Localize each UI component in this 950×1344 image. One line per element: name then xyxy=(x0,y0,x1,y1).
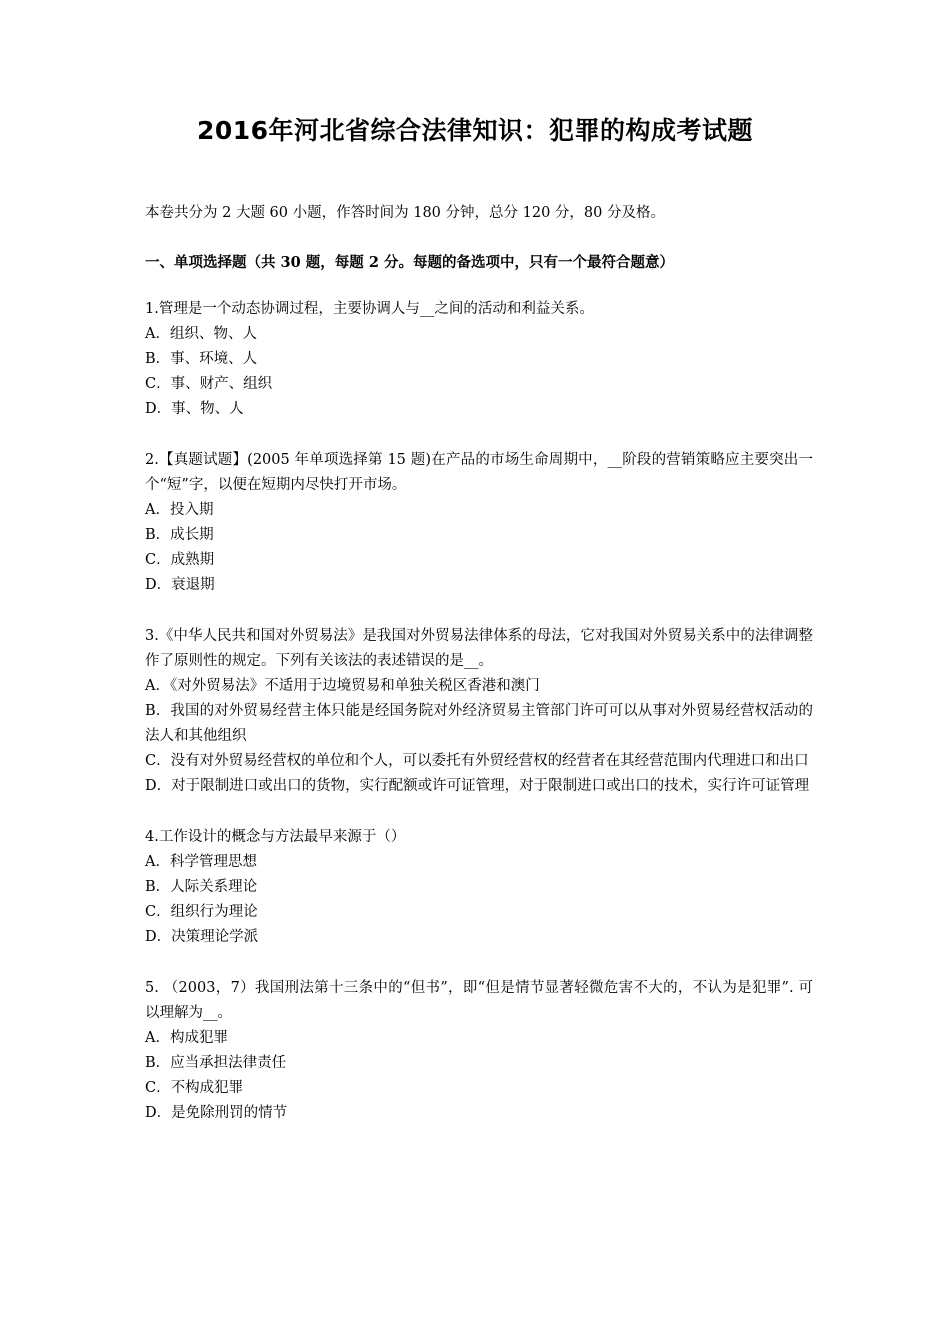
question-3 xyxy=(145,624,813,799)
option-c: C．成熟期 xyxy=(145,552,215,568)
question-4 xyxy=(145,825,813,950)
option-b: B．成长期 xyxy=(145,527,214,543)
option-a: A．构成犯罪 xyxy=(145,1030,228,1046)
option-c: C．事、财产、组织 xyxy=(145,376,273,392)
option-c: C．没有对外贸易经营权的单位和个人，可以委托有外贸经营权的经营者在其经营范围内代理进口和出口 xyxy=(145,753,809,769)
question-stem: 3.《中华人民共和国对外贸易法》是我国对外贸易法律体系的母法，它对我国对外贸易关系中的法律调整作了原则性的规定。下列有关该法的表述错误的是__。 xyxy=(145,628,813,669)
question-list xyxy=(145,297,813,1152)
question-2 xyxy=(145,448,813,598)
question-stem: 1.管理是一个动态协调过程，主要协调人与__之间的活动和利益关系。 xyxy=(145,301,594,317)
document-title: 2016年河北省综合法律知识：犯罪的构成考试题 xyxy=(196,116,754,145)
option-b: B．人际关系理论 xyxy=(145,879,258,895)
option-a: A．《对外贸易法》不适用于边境贸易和单独关税区香港和澳门 xyxy=(145,678,540,694)
option-b: B．事、环境、人 xyxy=(145,351,258,367)
option-d: D．事、物、人 xyxy=(145,401,244,417)
option-a: A．组织、物、人 xyxy=(145,326,257,342)
option-d: D．对于限制进口或出口的货物，实行配额或许可证管理，对于限制进口或出口的技术，实行许可证管理 xyxy=(145,778,810,794)
question-stem: 2.【真题试题】(2005 年单项选择第 15 题)在产品的市场生命周期中，__阶段的营销策略应主要突出一个“短”字，以便在短期内尽快打开市场。 xyxy=(145,452,813,493)
option-a: A．科学管理思想 xyxy=(145,854,257,870)
question-stem: 4.工作设计的概念与方法最早来源于（） xyxy=(145,829,406,845)
option-c: C．组织行为理论 xyxy=(145,904,258,920)
exam-intro: 本卷共分为 2 大题 60 小题，作答时间为 180 分钟，总分 120 分，80 分及格。 xyxy=(145,205,665,221)
option-d: D．衰退期 xyxy=(145,577,215,593)
option-c: C．不构成犯罪 xyxy=(145,1080,244,1096)
option-a: A．投入期 xyxy=(145,502,214,518)
option-b: B．我国的对外贸易经营主体只能是经国务院对外经济贸易主管部门许可可以从事对外贸易经营权活动的法人和其他组织 xyxy=(145,703,813,744)
option-d: D．决策理论学派 xyxy=(145,929,259,945)
question-stem: 5. （2003，7）我国刑法第十三条中的“但书”，即“但是情节显著轻微危害不大的，不认为是犯罪”. 可以理解为__。 xyxy=(145,980,813,1021)
option-d: D．是免除刑罚的情节 xyxy=(145,1105,288,1121)
section-heading: 一、单项选择题（共 30 题，每题 2 分。每题的备选项中，只有一个最符合题意） xyxy=(145,254,674,271)
option-b: B．应当承担法律责任 xyxy=(145,1055,287,1071)
question-5 xyxy=(145,976,813,1126)
question-1 xyxy=(145,297,813,422)
